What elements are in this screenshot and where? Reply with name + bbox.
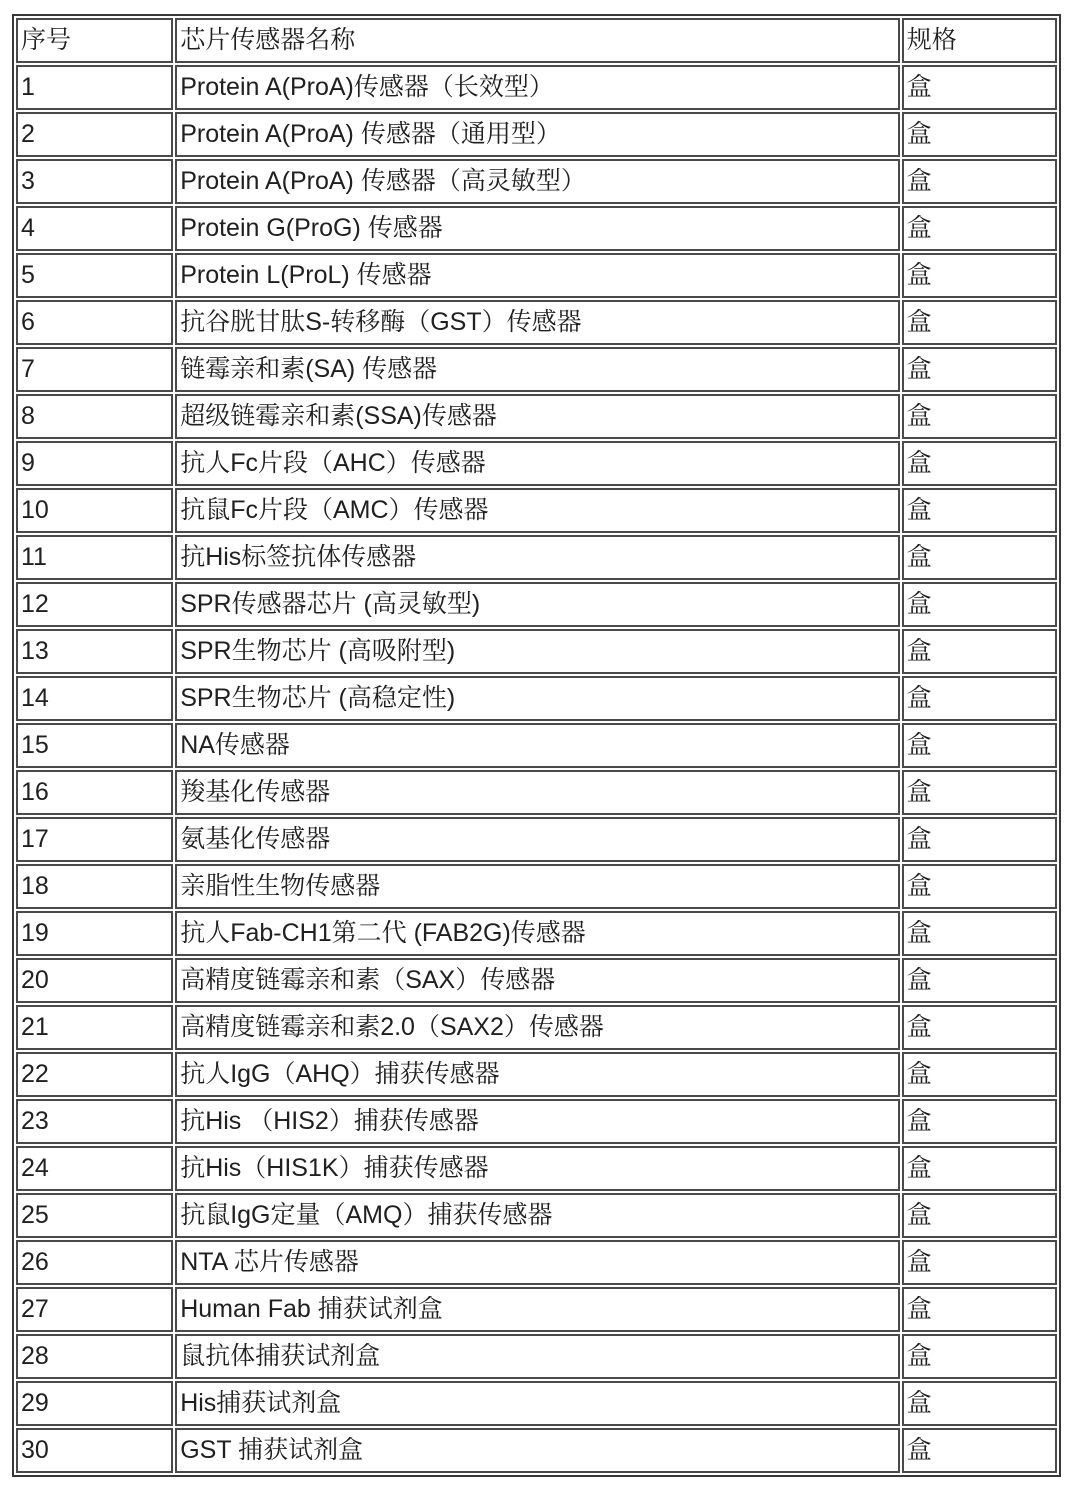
table-row bbox=[16, 253, 1057, 298]
sensor-name-cell: SPR生物芯片 (高吸附型) bbox=[175, 629, 900, 674]
table-row bbox=[16, 1287, 1057, 1332]
table-row bbox=[16, 488, 1057, 533]
row-index-cell: 5 bbox=[16, 253, 173, 298]
sensor-name-cell: Protein A(ProA) 传感器（高灵敏型） bbox=[175, 159, 900, 204]
row-index-cell: 25 bbox=[16, 1193, 173, 1238]
row-index-cell: 17 bbox=[16, 817, 173, 862]
table-row bbox=[16, 112, 1057, 157]
table-row bbox=[16, 629, 1057, 674]
spec-cell: 盒 bbox=[902, 1146, 1057, 1191]
row-index-cell: 13 bbox=[16, 629, 173, 674]
spec-cell: 盒 bbox=[902, 1005, 1057, 1050]
row-index-cell: 6 bbox=[16, 300, 173, 345]
spec-cell: 盒 bbox=[902, 864, 1057, 909]
row-index-cell: 21 bbox=[16, 1005, 173, 1050]
spec-cell: 盒 bbox=[902, 676, 1057, 721]
table-row bbox=[16, 535, 1057, 580]
table-row bbox=[16, 676, 1057, 721]
row-index-cell: 30 bbox=[16, 1428, 173, 1473]
row-index-cell: 1 bbox=[16, 65, 173, 110]
spec-cell: 盒 bbox=[902, 770, 1057, 815]
sensor-name-cell: 高精度链霉亲和素（SAX）传感器 bbox=[175, 958, 900, 1003]
row-index-cell: 16 bbox=[16, 770, 173, 815]
sensor-name-cell: Protein G(ProG) 传感器 bbox=[175, 206, 900, 251]
column-header-sensor-name: 芯片传感器名称 bbox=[175, 18, 900, 63]
spec-cell: 盒 bbox=[902, 65, 1057, 110]
spec-cell: 盒 bbox=[902, 817, 1057, 862]
spec-cell: 盒 bbox=[902, 1381, 1057, 1426]
spec-cell: 盒 bbox=[902, 441, 1057, 486]
table-row bbox=[16, 300, 1057, 345]
sensor-name-cell: 抗鼠IgG定量（AMQ）捕获传感器 bbox=[175, 1193, 900, 1238]
row-index-cell: 4 bbox=[16, 206, 173, 251]
sensor-name-cell: His捕获试剂盒 bbox=[175, 1381, 900, 1426]
spec-cell: 盒 bbox=[902, 723, 1057, 768]
row-index-cell: 23 bbox=[16, 1099, 173, 1144]
column-header-index: 序号 bbox=[16, 18, 173, 63]
table-body bbox=[16, 65, 1057, 1473]
row-index-cell: 27 bbox=[16, 1287, 173, 1332]
row-index-cell: 14 bbox=[16, 676, 173, 721]
spec-cell: 盒 bbox=[902, 300, 1057, 345]
table-row bbox=[16, 159, 1057, 204]
table-row bbox=[16, 958, 1057, 1003]
spec-cell: 盒 bbox=[902, 253, 1057, 298]
sensor-name-cell: 抗人Fc片段（AHC）传感器 bbox=[175, 441, 900, 486]
sensor-name-cell: NTA 芯片传感器 bbox=[175, 1240, 900, 1285]
spec-cell: 盒 bbox=[902, 1099, 1057, 1144]
sensor-name-cell: Protein A(ProA) 传感器（通用型） bbox=[175, 112, 900, 157]
row-index-cell: 22 bbox=[16, 1052, 173, 1097]
spec-cell: 盒 bbox=[902, 1287, 1057, 1332]
sensor-name-cell: Protein L(ProL) 传感器 bbox=[175, 253, 900, 298]
sensor-name-cell: 抗His（HIS1K）捕获传感器 bbox=[175, 1146, 900, 1191]
row-index-cell: 8 bbox=[16, 394, 173, 439]
row-index-cell: 3 bbox=[16, 159, 173, 204]
row-index-cell: 20 bbox=[16, 958, 173, 1003]
row-index-cell: 7 bbox=[16, 347, 173, 392]
sensor-name-cell: 抗人Fab-CH1第二代 (FAB2G)传感器 bbox=[175, 911, 900, 956]
spec-cell: 盒 bbox=[902, 1428, 1057, 1473]
sensor-name-cell: 鼠抗体捕获试剂盒 bbox=[175, 1334, 900, 1379]
sensor-name-cell: 羧基化传感器 bbox=[175, 770, 900, 815]
sensor-name-cell: 抗His （HIS2）捕获传感器 bbox=[175, 1099, 900, 1144]
row-index-cell: 29 bbox=[16, 1381, 173, 1426]
table-row bbox=[16, 817, 1057, 862]
table-row bbox=[16, 864, 1057, 909]
table-row bbox=[16, 1052, 1057, 1097]
spec-cell: 盒 bbox=[902, 159, 1057, 204]
table-row bbox=[16, 582, 1057, 627]
spec-cell: 盒 bbox=[902, 629, 1057, 674]
table-row bbox=[16, 347, 1057, 392]
spec-cell: 盒 bbox=[902, 347, 1057, 392]
column-header-spec: 规格 bbox=[902, 18, 1057, 63]
row-index-cell: 10 bbox=[16, 488, 173, 533]
table-row bbox=[16, 770, 1057, 815]
sensor-name-cell: Human Fab 捕获试剂盒 bbox=[175, 1287, 900, 1332]
sensor-name-cell: 亲脂性生物传感器 bbox=[175, 864, 900, 909]
sensor-name-cell: SPR传感器芯片 (高灵敏型) bbox=[175, 582, 900, 627]
table-row bbox=[16, 1240, 1057, 1285]
header-row bbox=[16, 18, 1057, 63]
sensor-name-cell: 高精度链霉亲和素2.0（SAX2）传感器 bbox=[175, 1005, 900, 1050]
table-row bbox=[16, 394, 1057, 439]
table-row bbox=[16, 206, 1057, 251]
sensor-name-cell: 抗鼠Fc片段（AMC）传感器 bbox=[175, 488, 900, 533]
table-row bbox=[16, 1193, 1057, 1238]
spec-cell: 盒 bbox=[902, 488, 1057, 533]
table-row bbox=[16, 1381, 1057, 1426]
row-index-cell: 9 bbox=[16, 441, 173, 486]
table-row bbox=[16, 65, 1057, 110]
spec-cell: 盒 bbox=[902, 1193, 1057, 1238]
row-index-cell: 26 bbox=[16, 1240, 173, 1285]
row-index-cell: 15 bbox=[16, 723, 173, 768]
row-index-cell: 2 bbox=[16, 112, 173, 157]
table-row bbox=[16, 1099, 1057, 1144]
sensor-name-cell: 超级链霉亲和素(SSA)传感器 bbox=[175, 394, 900, 439]
table-row bbox=[16, 441, 1057, 486]
sensor-name-cell: 氨基化传感器 bbox=[175, 817, 900, 862]
sensor-name-cell: Protein A(ProA)传感器（长效型） bbox=[175, 65, 900, 110]
table-row bbox=[16, 1428, 1057, 1473]
spec-cell: 盒 bbox=[902, 1240, 1057, 1285]
table-row bbox=[16, 1334, 1057, 1379]
table-row bbox=[16, 1005, 1057, 1050]
row-index-cell: 28 bbox=[16, 1334, 173, 1379]
spec-cell: 盒 bbox=[902, 911, 1057, 956]
table-row bbox=[16, 911, 1057, 956]
sensor-name-cell: 抗谷胱甘肽S-转移酶（GST）传感器 bbox=[175, 300, 900, 345]
row-index-cell: 24 bbox=[16, 1146, 173, 1191]
row-index-cell: 11 bbox=[16, 535, 173, 580]
sensor-name-cell: NA传感器 bbox=[175, 723, 900, 768]
table-row bbox=[16, 1146, 1057, 1191]
sensor-name-cell: 抗人IgG（AHQ）捕获传感器 bbox=[175, 1052, 900, 1097]
spec-cell: 盒 bbox=[902, 535, 1057, 580]
row-index-cell: 12 bbox=[16, 582, 173, 627]
row-index-cell: 18 bbox=[16, 864, 173, 909]
sensor-name-cell: 抗His标签抗体传感器 bbox=[175, 535, 900, 580]
sensor-name-cell: SPR生物芯片 (高稳定性) bbox=[175, 676, 900, 721]
sensor-name-cell: GST 捕获试剂盒 bbox=[175, 1428, 900, 1473]
spec-cell: 盒 bbox=[902, 394, 1057, 439]
table-row bbox=[16, 723, 1057, 768]
spec-cell: 盒 bbox=[902, 582, 1057, 627]
spec-cell: 盒 bbox=[902, 206, 1057, 251]
sensor-name-cell: 链霉亲和素(SA) 传感器 bbox=[175, 347, 900, 392]
spec-cell: 盒 bbox=[902, 958, 1057, 1003]
spec-cell: 盒 bbox=[902, 112, 1057, 157]
row-index-cell: 19 bbox=[16, 911, 173, 956]
sensor-product-table bbox=[12, 14, 1061, 1477]
spec-cell: 盒 bbox=[902, 1334, 1057, 1379]
spec-cell: 盒 bbox=[902, 1052, 1057, 1097]
